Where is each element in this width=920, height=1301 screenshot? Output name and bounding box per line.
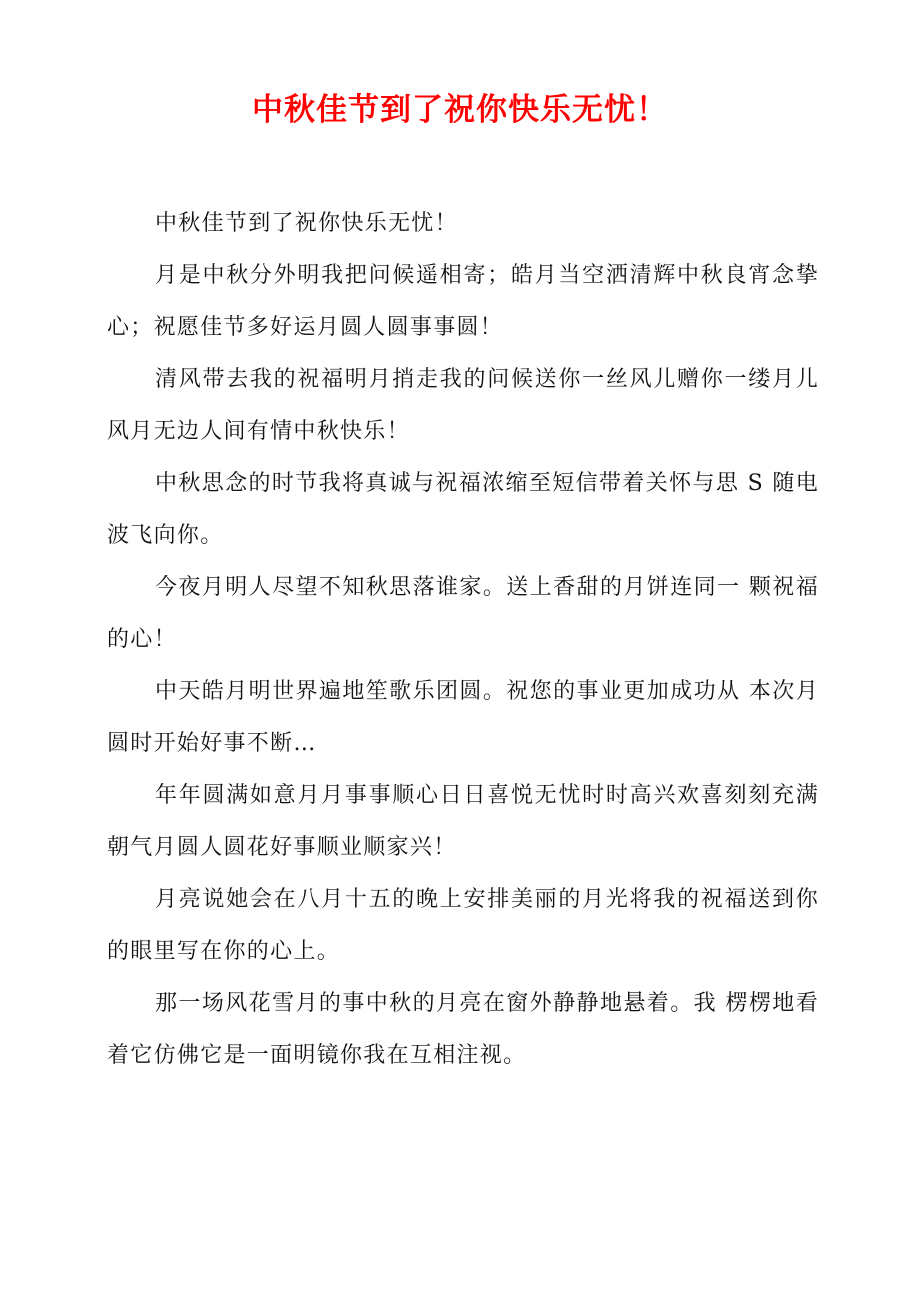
paragraph-1: 中秋佳节到了祝你快乐无忧！ [155,211,458,236]
document-title: 中秋佳节到了祝你快乐无忧！ [252,92,668,128]
paragraph-4: 中秋思念的时节我将真诚与祝福浓缩至短信带着关怀与思 S 随电波飞向你。 [107,471,819,548]
paragraph-3: 清风带去我的祝福明月捎走我的问候送你一丝风儿赠你一缕月儿风月无边人间有情中秋快乐！ [107,367,819,444]
paragraph-8: 月亮说她会在八月十五的晚上安排美丽的月光将我的祝福送到你的眼里写在你的心上。 [107,887,819,964]
paragraph-9: 那一场风花雪月的事中秋的月亮在窗外静静地悬着。我 楞楞地看着它仿佛它是一面明镜你我在互相注视。 [107,991,819,1068]
paragraph-5: 今夜月明人尽望不知秋思落谁家。送上香甜的月饼连同一 颗祝福的心！ [107,575,819,652]
document-body [107,198,819,1082]
paragraph-6: 中天皓月明世界遍地笙歌乐团圆。祝您的事业更加成功从 本次月圆时开始好事不断… [107,679,819,756]
paragraph-7: 年年圆满如意月月事事顺心日日喜悦无忧时时高兴欢喜刻刻充满朝气月圆人圆花好事顺业顺家兴！ [107,783,819,860]
paragraph-2: 月是中秋分外明我把问候遥相寄；皓月当空洒清辉中秋良宵念挚心；祝愿佳节多好运月圆人圆事事圆！ [107,263,819,340]
